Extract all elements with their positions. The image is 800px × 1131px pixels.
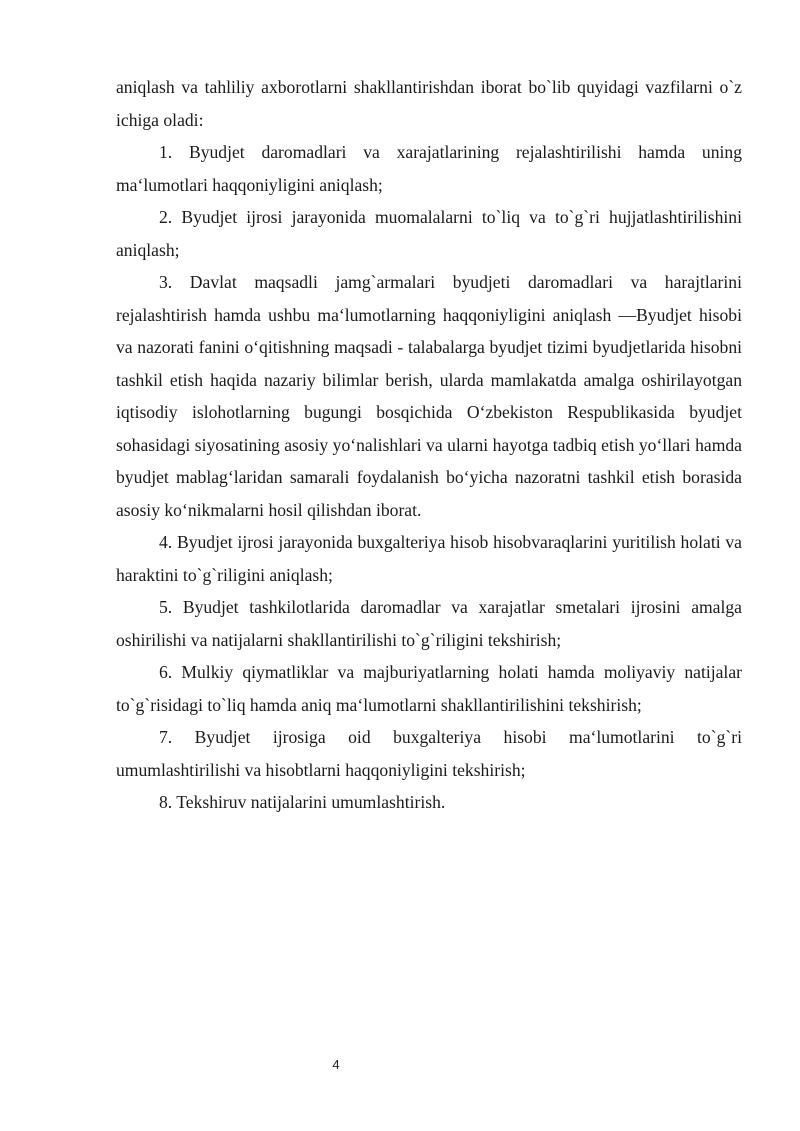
list-item-4: 4. Byudjet ijrosi jarayonida buxgalteriya hisob hisobvaraqlarini yuritilish holati va haraktini to`g`riligini aniqlash; [116,532,742,585]
list-item-5: 5. Byudjet tashkilotlarida daromadlar va xarajatlar smetalari ijrosini amalga oshirilishi va natijalarni shakllantirilishi to`g`riligini tekshirish; [116,597,742,650]
list-item-7: 7. Byudjet ijrosiga oid buxgalteriya hisobi ma‘lumotlarini to`g`ri umumlashtirilishi va hisobtlarni haqqoniyligini tekshirish; [116,727,742,780]
list-item-6: 6. Mulkiy qiymatliklar va majburiyatlarning holati hamda moliyaviy natijalar to`g`risidagi to`liq hamda aniq ma‘lumotlarni shakllantirilishini tekshirish; [116,662,742,715]
list-item-8: 8. Tekshiruv natijalarini umumlashtirish. [159,792,446,812]
list-item-3: 3. Davlat maqsadli jamg`armalari byudjeti daromadlari va harajtlarini rejalashtirish hamda ushbu ma‘lumotlarning haqqoniyligini aniqlash —Byudjet hisobi va nazorati fanini o‘qitishning maqsadi - talabalarga byudjet tizimi byudjetlarida hisobni tashkil etish haqida nazariy bilimlar berish, ularda mamlakatda amalga oshirilayotgan iqtisodiy islohotlarning bugungi bosqichida O‘zbekiston Respublikasida byudjet sohasidagi siyosatining asosiy yo‘nalishlari va ularni hayotga tadbiq etish yo‘llari hamda byudjet mablag‘laridan samarali foydalanish bo‘yicha nazoratni tashkil etish borasida asosiy ko‘nikmalarni hosil qilishdan iborat. [116,272,742,520]
document-body [116,71,742,819]
paragraph-intro: aniqlash va tahliliy axborotlarni shakllantirishdan iborat bo`lib quyidagi vazfilarni o`z ichiga oladi: [116,77,742,130]
page-number: 4 [332,1057,340,1072]
list-item-2: 2. Byudjet ijrosi jarayonida muomalalarni to`liq va to`g`ri hujjatlashtirilishini aniqlash; [116,207,742,260]
list-item-1: 1. Byudjet daromadlari va xarajatlarining rejalashtirilishi hamda uning ma‘lumotlari haqqoniyligini aniqlash; [116,142,742,195]
